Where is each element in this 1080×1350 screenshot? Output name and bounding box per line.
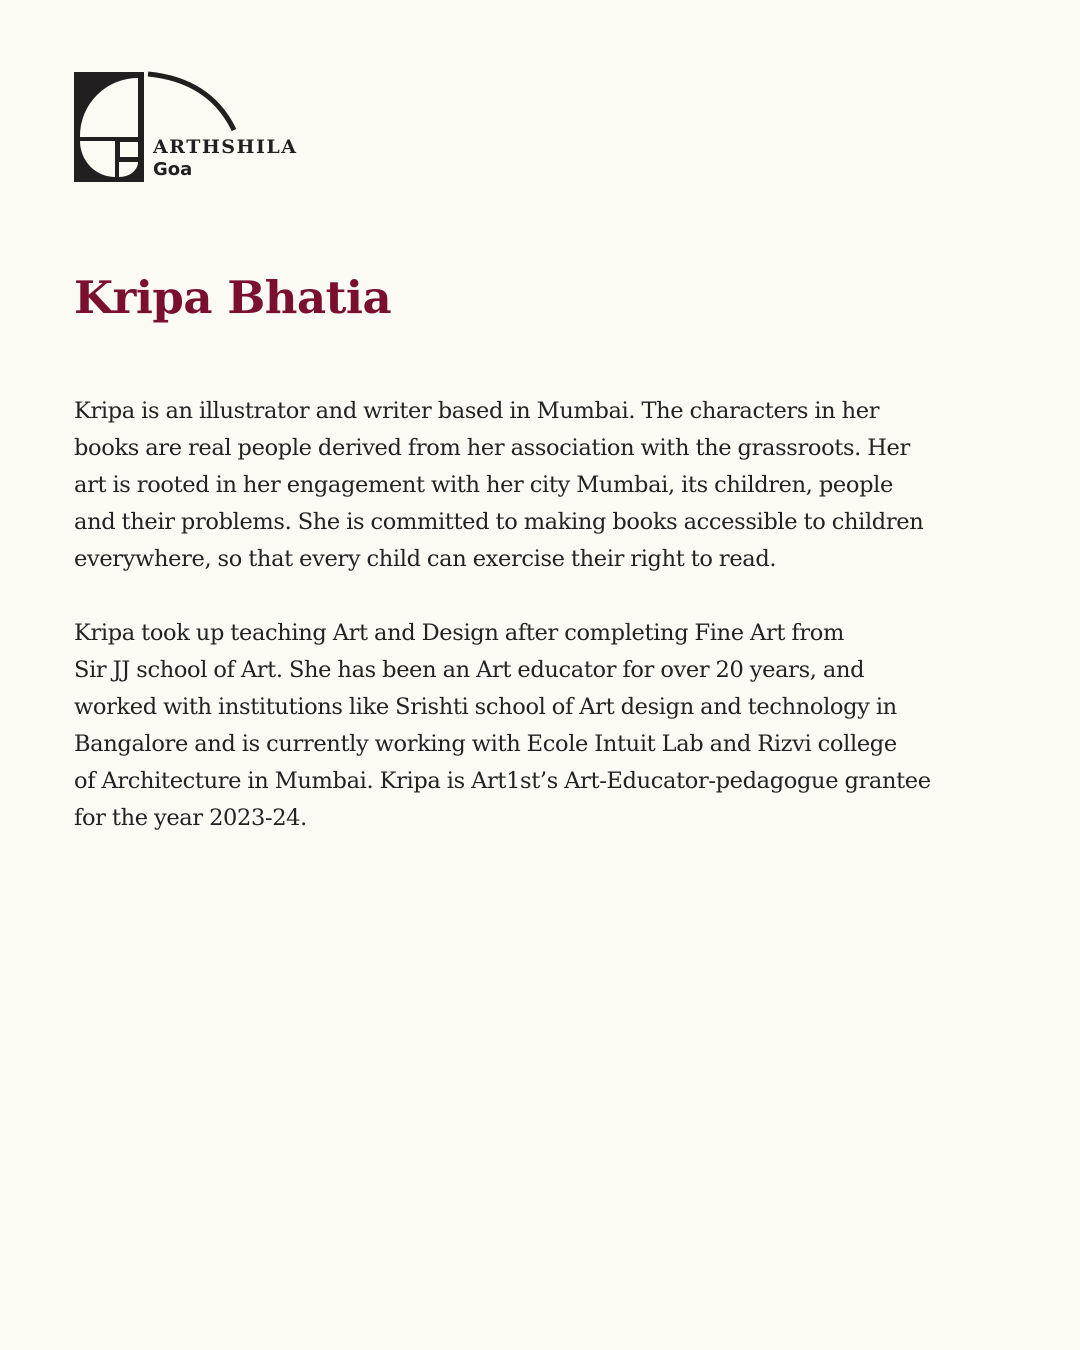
bio-line: Sir JJ school of Art. She has been an Art educator for over 20 years, and bbox=[74, 657, 865, 683]
bio-line: Kripa is an illustrator and writer based in Mumbai. The characters in her bbox=[74, 398, 880, 424]
bio-line: and their problems. She is committed to making books accessible to children bbox=[74, 509, 924, 535]
bio-line: of Architecture in Mumbai. Kripa is Art1st’s Art-Educator-pedagogue grantee bbox=[74, 768, 931, 794]
bio-line: worked with institutions like Srishti school of Art design and technology in bbox=[74, 694, 897, 720]
brand-logo bbox=[74, 70, 304, 185]
profile-name-heading: Kripa Bhatia bbox=[74, 271, 392, 324]
bio-paragraph-2 bbox=[74, 615, 1019, 837]
bio-line: art is rooted in her engagement with her city Mumbai, its children, people bbox=[74, 472, 893, 498]
brand-name: ARTHSHILA bbox=[153, 136, 298, 158]
brand-location: Goa bbox=[153, 159, 193, 180]
bio-line: everywhere, so that every child can exercise their right to read. bbox=[74, 546, 777, 572]
bio-paragraph-1 bbox=[74, 393, 1019, 578]
profile-bio bbox=[74, 393, 1019, 874]
bio-line: Bangalore and is currently working with Ecole Intuit Lab and Rizvi college bbox=[74, 731, 897, 757]
bio-line: books are real people derived from her association with the grassroots. Her bbox=[74, 435, 910, 461]
bio-line: for the year 2023-24. bbox=[74, 805, 307, 831]
bio-line: Kripa took up teaching Art and Design after completing Fine Art from bbox=[74, 620, 844, 646]
